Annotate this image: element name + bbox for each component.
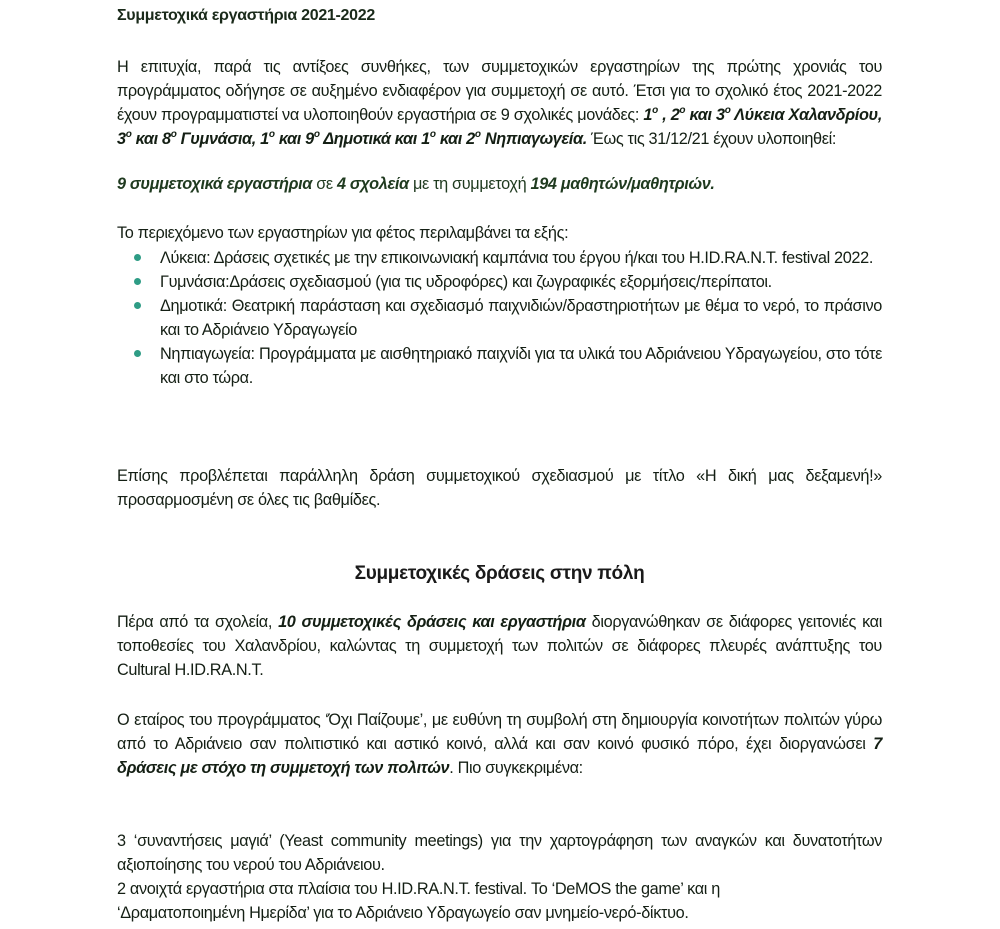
city-actions-count: 10 συμμετοχικές δράσεις και εργαστήρια xyxy=(278,613,586,631)
open-workshops-line-1: 2 ανοιχτά εργαστήρια στα πλαίσια του H.ID.RA.N.T. festival. Το ‘DeMOS the game’ και η xyxy=(117,880,720,898)
summary-schools: 4 σχολεία xyxy=(336,175,409,193)
bullet-item-gymnasia: Γυμνάσια:Δράσεις σχεδιασμού (για τις υδροφόρες) και ζωγραφικές εξορμήσεις/περίπατοι. xyxy=(117,270,882,294)
schools-list: $1^o$ , $2^o$ και $3^o$ Λύκεια Χαλανδρίου, $3^o$ και $8^o$ Γυμνάσια, $1^o$ και $9^o$ Δημοτικά και $1^o$ και $2^o$ Νηπιαγωγεία. xyxy=(117,105,882,148)
summary-students: 194 μαθητών/μαθητριών. xyxy=(530,175,715,193)
bullet-dot-icon xyxy=(134,278,141,285)
open-workshops-line-2: ‘Δραματοποιημένη Ημερίδα’ για το Αδριάνειο Υδραγωγείο σαν μνημείο-νερό-δίκτυο. xyxy=(117,904,689,922)
partner-paragraph: Ο εταίρος του προγράμματος ‘Όχι Παίζουμε’, με ευθύνη τη συμβολή στη δημιουργία κοινοτήτων πολιτών γύρω από το Αδριάνειο σαν πολιτιστικό και αστικό κοινό, αλλά και σαν κοινό φυσικό πόρο, έχει διοργανώσει 7 δράσεις με στόχο τη συμμετοχή των πολιτών. Πιο συγκεκριμένα: xyxy=(117,711,882,777)
bullet-item-lykeia: Λύκεια: Δράσεις σχετικές με την επικοινωνιακή καμπάνια του έργου ή/και του H.ID.RA.N.T. festival 2022. xyxy=(117,246,882,270)
until-text: Έως τις 31/12/21 έχουν υλοποιηθεί: xyxy=(586,130,837,148)
content-intro: Το περιεχόμενο των εργαστηρίων για φέτος περιλαμβάνει τα εξής: xyxy=(117,224,569,242)
partner-actions-count: 7 δράσεις με στόχο τη συμμετοχή των πολιτών xyxy=(117,735,882,777)
city-actions-paragraph: Πέρα από τα σχολεία, 10 συμμετοχικές δράσεις και εργαστήρια διοργανώθηκαν σε διάφορες γειτονιές και τοποθεσίες του Χαλανδρίου, καλώντας τη συμμετοχή των πολιτών σε διάφορες πλευρές ανάπτυξης του Cultural H.ID.RA.N.T. xyxy=(117,613,883,679)
intro-paragraph xyxy=(117,55,882,151)
intro-text: Η επιτυχία, παρά τις αντίξοες συνθήκες, των συμμετοχικών εργαστηρίων της πρώτης χρονιάς του προγράμματος οδήγησε σε αυξημένο ενδιαφέρον για συμμετοχή σε αυτό. Έτσι για το σχολικό έτος 2021-2022 έχουν προγραμματιστεί να υλοποιηθούν εργαστήρια σε 9 σχολικές μονάδες: xyxy=(117,58,882,124)
section-heading-workshops: Συμμετοχικά εργαστήρια 2021-2022 xyxy=(117,7,375,24)
bullet-dot-icon xyxy=(134,302,141,309)
bullet-item-dimotika: Δημοτικά: Θεατρική παράσταση και σχεδιασμό παιχνιδιών/δραστηριοτήτων με θέμα το νερό, το πράσινο και το Αδριάνειο Υδραγωγείο xyxy=(117,294,882,342)
summary-line: 9 συμμετοχικά εργαστήρια σε 4 σχολεία με τη συμμετοχή 194 μαθητών/μαθητριών. xyxy=(117,175,715,193)
bullet-dot-icon xyxy=(134,254,141,261)
content-bullet-list xyxy=(117,246,882,390)
summary-workshops: 9 συμμετοχικά εργαστήρια xyxy=(117,175,313,193)
bullet-dot-icon xyxy=(134,350,141,357)
section-heading-city-actions: Συμμετοχικές δράσεις στην πόλη xyxy=(354,563,645,584)
yeast-meetings-paragraph: 3 ‘συναντήσεις μαγιά’ (Yeast community meetings) για την χαρτογράφηση των αναγκών και δυνατοτήτων αξιοποίησης του νερού του Αδριάνειου. xyxy=(117,832,882,874)
parallel-action-paragraph: Επίσης προβλέπεται παράλληλη δράση συμμετοχικού σχεδιασμού με τίτλο «Η δική μας δεξαμενή!» προσαρμοσμένη σε όλες τις βαθμίδες. xyxy=(117,467,882,509)
bullet-item-nipiagogeia: Νηπιαγωγεία: Προγράμματα με αισθητηριακό παιχνίδι για τα υλικά του Αδριάνειου Υδραγωγείου, στο τότε και στο τώρα. xyxy=(117,342,882,390)
